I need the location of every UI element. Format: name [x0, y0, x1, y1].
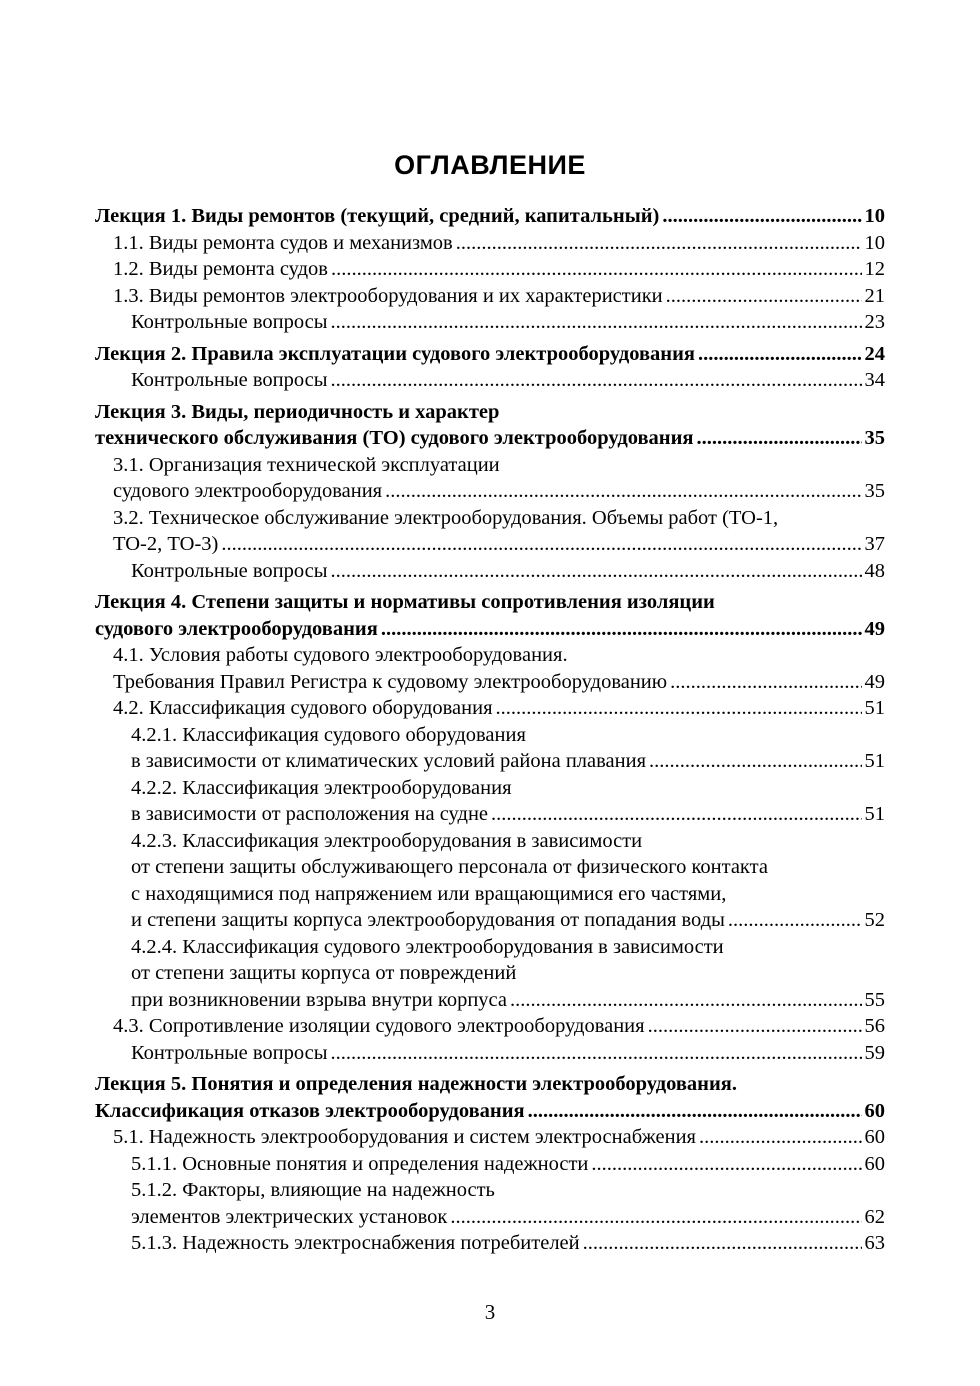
- dot-leader: [381, 616, 862, 643]
- toc-entry[interactable]: [95, 1013, 885, 1040]
- toc-entry[interactable]: [95, 367, 885, 394]
- toc-entry[interactable]: [95, 1177, 885, 1230]
- toc-entry-page: 63: [864, 1232, 885, 1254]
- toc-entry[interactable]: [95, 399, 885, 452]
- dot-leader: [728, 907, 862, 934]
- toc-entry-text: 4.2.3. Классификация электрооборудования в зависимости: [131, 829, 643, 852]
- page-title: ОГЛАВЛЕНИЕ: [394, 150, 586, 180]
- toc-entry[interactable]: [95, 1071, 885, 1124]
- dot-leader: [221, 531, 861, 558]
- dot-leader: [491, 801, 861, 828]
- dot-leader: [528, 1098, 862, 1125]
- toc-entry[interactable]: [95, 341, 885, 368]
- toc-entry-page: 35: [864, 427, 885, 449]
- toc-entry-page: 49: [864, 617, 885, 640]
- dot-leader: [510, 987, 862, 1014]
- toc-entry[interactable]: [95, 1151, 885, 1178]
- toc-entry-text: Лекция 1. Виды ремонтов (текущий, средний, капитальный): [95, 205, 660, 227]
- dot-leader: [450, 1204, 861, 1231]
- toc-entry-page: 51: [864, 803, 885, 825]
- toc-entry[interactable]: [95, 695, 885, 722]
- dot-leader: [385, 478, 861, 505]
- toc-entry-text: Контрольные вопросы: [131, 311, 328, 333]
- toc-entry[interactable]: [95, 452, 885, 505]
- toc-entry-page: 60: [864, 1126, 885, 1148]
- toc-entry-page: 51: [864, 750, 885, 772]
- toc-entry-page: 59: [864, 1041, 885, 1064]
- toc-entry-page: 60: [864, 1152, 885, 1175]
- toc-entry-text: элементов электрических установок: [131, 1205, 448, 1228]
- toc-entry-text: Контрольные вопросы: [131, 369, 328, 391]
- toc-entry-text: 4.2. Классификация судового оборудования: [113, 697, 493, 719]
- toc-entry-text: 4.2.1. Классификация судового оборудования: [131, 723, 526, 746]
- dot-leader: [456, 230, 862, 257]
- table-of-contents: [95, 203, 885, 1257]
- toc-entry-text: от степени защиты корпуса от повреждений: [131, 962, 517, 984]
- toc-entry-text: от степени защиты обслуживающего персонала от физического контакта: [131, 856, 768, 878]
- toc-entry-text: технического обслуживания (ТО) судового электрооборудования: [95, 427, 694, 449]
- toc-entry-page: 62: [864, 1205, 885, 1228]
- toc-entry[interactable]: [95, 722, 885, 775]
- toc-entry-text: 4.3. Сопротивление изоляции судового электрооборудования: [113, 1015, 645, 1037]
- dot-leader: [648, 1013, 862, 1040]
- dot-leader: [496, 695, 862, 722]
- toc-entry-page: 56: [864, 1015, 885, 1037]
- toc-entry[interactable]: [95, 203, 885, 230]
- toc-entry-text: 5.1.3. Надежность электроснабжения потребителей: [131, 1232, 580, 1254]
- toc-entry[interactable]: [95, 1124, 885, 1151]
- toc-entry-page: 35: [864, 480, 885, 502]
- toc-entry-text: Классификация отказов электрооборудования: [95, 1099, 525, 1122]
- toc-entry-page: 49: [864, 670, 885, 693]
- dot-leader: [696, 425, 861, 452]
- toc-entry-text: судового электрооборудования: [113, 480, 383, 502]
- toc-entry-text: Лекция 4. Степени защиты и нормативы сопротивления изоляции: [95, 591, 715, 613]
- toc-entry-text: 1.3. Виды ремонтов электрооборудования и их характеристики: [113, 284, 663, 307]
- toc-entry-page: 48: [864, 559, 885, 582]
- toc-entry-text: 1.1. Виды ремонта судов и механизмов: [113, 231, 453, 254]
- toc-entry-text: и степени защиты корпуса электрооборудования от попадания воды: [131, 909, 725, 931]
- toc-entry-text: Требования Правил Регистра к судовому электрооборудованию: [113, 670, 668, 693]
- toc-entry-text: судового электрооборудования: [95, 617, 378, 640]
- toc-entry-text: 5.1. Надежность электрооборудования и систем электроснабжения: [113, 1126, 696, 1148]
- dot-leader: [670, 669, 861, 696]
- toc-entry-text: 5.1.1. Основные понятия и определения надежности: [131, 1152, 589, 1175]
- toc-entry-text: Лекция 2. Правила эксплуатации судового электрооборудования: [95, 342, 695, 365]
- toc-entry-text: в зависимости от климатических условий района плавания: [131, 750, 647, 772]
- toc-entry-text: Лекция 5. Понятия и определения надежности электрооборудования.: [95, 1073, 737, 1095]
- dot-leader: [331, 367, 862, 394]
- toc-entry-text: Контрольные вопросы: [131, 1041, 328, 1064]
- toc-entry-page: 52: [864, 909, 885, 931]
- toc-entry[interactable]: [95, 558, 885, 585]
- toc-entry-text: Контрольные вопросы: [131, 559, 328, 582]
- toc-entry-text: при возникновении взрыва внутри корпуса: [131, 988, 507, 1011]
- toc-entry[interactable]: [95, 230, 885, 257]
- toc-entry[interactable]: [95, 309, 885, 336]
- dot-leader: [698, 341, 862, 368]
- toc-entry[interactable]: [95, 283, 885, 310]
- dot-leader: [331, 558, 862, 585]
- toc-entry-text: 5.1.2. Факторы, влияющие на надежность: [131, 1179, 495, 1201]
- dot-leader: [331, 1040, 862, 1067]
- toc-entry-page: 55: [864, 988, 885, 1011]
- toc-entry-text: с находящимися под напряжением или вращающимися его частями,: [131, 882, 727, 905]
- toc-entry[interactable]: [95, 642, 885, 695]
- toc-entry-page: 24: [864, 342, 885, 365]
- toc-entry-page: 21: [864, 284, 885, 307]
- dot-leader: [666, 283, 862, 310]
- dot-leader: [649, 748, 861, 775]
- dot-leader: [583, 1230, 862, 1257]
- toc-entry-text: 1.2. Виды ремонта судов: [113, 258, 328, 280]
- toc-entry-text: в зависимости от расположения на судне: [131, 803, 489, 825]
- toc-entry-page: 10: [864, 205, 885, 227]
- toc-entry[interactable]: [95, 589, 885, 642]
- toc-entry[interactable]: [95, 828, 885, 934]
- dot-leader: [331, 256, 862, 283]
- dot-leader: [699, 1124, 862, 1151]
- toc-entry-page: 51: [864, 697, 885, 719]
- toc-entry-text: 4.1. Условия работы судового электрооборудования.: [113, 644, 568, 666]
- toc-entry-text: 3.2. Техническое обслуживание электрооборудования. Объемы работ (ТО-1,: [113, 506, 779, 529]
- toc-entry-text: ТО-2, ТО-3): [113, 533, 219, 555]
- dot-leader: [662, 203, 861, 230]
- toc-entry-page: 34: [864, 369, 885, 391]
- toc-entry-text: 4.2.2. Классификация электрооборудования: [131, 776, 512, 799]
- toc-entry[interactable]: [95, 505, 885, 558]
- toc-entry[interactable]: [95, 775, 885, 828]
- toc-entry-text: 3.1. Организация технической эксплуатации: [113, 453, 500, 476]
- toc-entry-text: 4.2.4. Классификация судового электрооборудования в зависимости: [131, 935, 724, 958]
- page-number: 3: [484, 1300, 496, 1324]
- toc-entry[interactable]: [95, 256, 885, 283]
- toc-entry-text: Лекция 3. Виды, периодичность и характер: [95, 400, 500, 423]
- toc-entry[interactable]: [95, 1230, 885, 1257]
- dot-leader: [331, 309, 862, 336]
- toc-entry-page: 23: [864, 311, 885, 333]
- toc-entry-page: 37: [864, 533, 885, 555]
- dot-leader: [591, 1151, 861, 1178]
- toc-entry[interactable]: [95, 1040, 885, 1067]
- toc-entry-page: 12: [864, 258, 885, 280]
- toc-entry-page: 10: [864, 231, 885, 254]
- toc-entry[interactable]: [95, 934, 885, 1014]
- toc-entry-page: 60: [864, 1099, 885, 1122]
